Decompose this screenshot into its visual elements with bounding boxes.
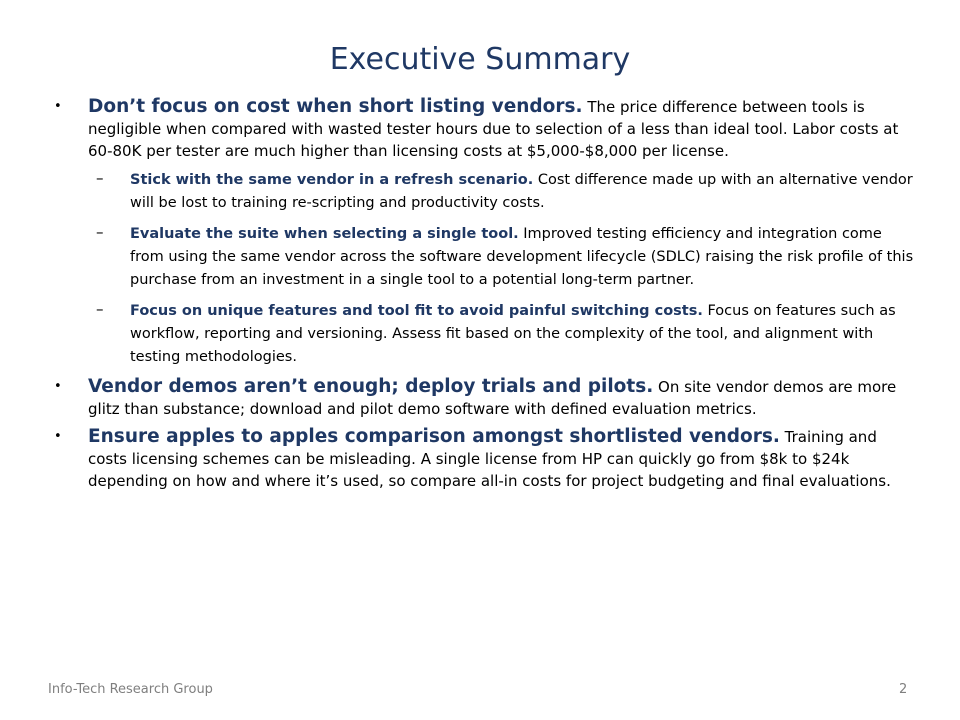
dash-icon: – (96, 223, 104, 241)
sub-bullet-body: Focus on features such as workflow, reporting and versioning. Assess fit based on the complexity of the tool, and alignment with testing methodologies. (130, 303, 896, 365)
bullet-dot-icon: • (54, 379, 62, 394)
sub-bullet-heading: Stick with the same vendor in a refresh scenario. (130, 172, 534, 188)
sub-bullet-body: Cost difference made up with an alternative vendor will be lost to training re-scripting and productivity costs. (130, 172, 913, 211)
sub-bullet-unique-features (48, 299, 918, 368)
bullet-cost-focus (48, 96, 918, 162)
slide-title: Executive Summary (329, 42, 631, 77)
bullet-body: Training and costs licensing schemes can be misleading. A single license from HP can quickly go from $8k to $24k depending on how and where it’s used, so compare all-in costs for project budgeting and final evaluations. (88, 428, 891, 490)
bullet-body: The price difference between tools is negligible when compared with wasted tester hours due to selection of a less than ideal tool. Labor costs at 60-80K per tester are much higher than licensing costs at $5,000-$8,000 per license. (88, 98, 899, 160)
dash-icon: – (96, 300, 104, 318)
bullet-dot-icon: • (54, 99, 62, 114)
bullet-heading: Vendor demos aren’t enough; deploy trials and pilots. (88, 376, 654, 397)
sub-bullet-heading: Evaluate the suite when selecting a single tool. (130, 226, 519, 242)
footer-page-number: 2 (899, 682, 908, 697)
dash-icon: – (96, 169, 104, 187)
sub-bullet-evaluate-suite (48, 222, 918, 291)
bullet-vendor-demos (48, 376, 918, 420)
footer-organization: Info-Tech Research Group (48, 682, 213, 697)
sub-bullet-list (48, 168, 918, 368)
sub-bullet-same-vendor (48, 168, 918, 214)
bullet-apples-comparison (48, 426, 918, 492)
bullet-heading: Don’t focus on cost when short listing vendors. (88, 96, 583, 117)
slide-content (48, 96, 918, 498)
bullet-heading: Ensure apples to apples comparison amongst shortlisted vendors. (88, 426, 780, 447)
bullet-body: On site vendor demos are more glitz than substance; download and pilot demo software with defined evaluation metrics. (88, 378, 897, 418)
sub-bullet-heading: Focus on unique features and tool fit to avoid painful switching costs. (130, 303, 703, 319)
sub-bullet-body: Improved testing efficiency and integration come from using the same vendor across the software development lifecycle (SDLC) raising the risk profile of this purchase from an investment in a single tool to a potential long-term partner. (130, 226, 914, 288)
bullet-dot-icon: • (54, 429, 62, 444)
